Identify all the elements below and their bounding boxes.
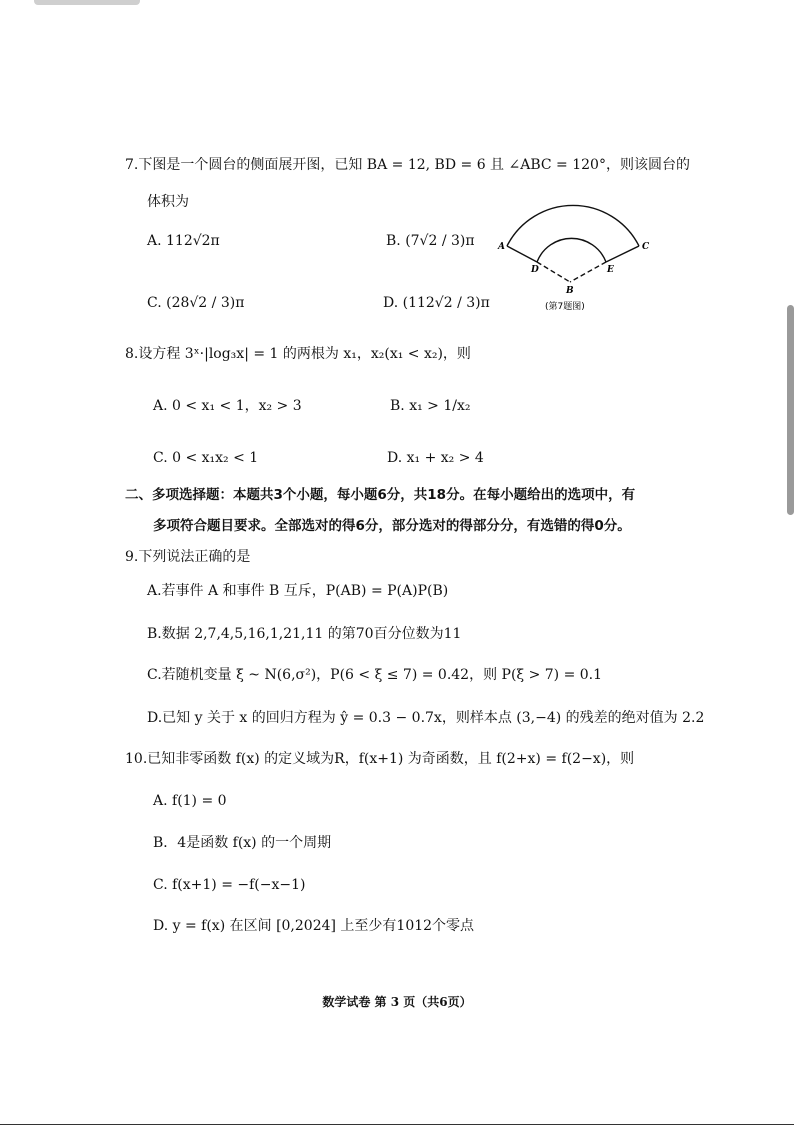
- label-e: E: [607, 265, 614, 275]
- q7-stem: 7.下图是一个圆台的侧面展开图，已知 BA = 12, BD = 6 且 ∠ABC = 120°，则该圆台的: [125, 157, 690, 173]
- q7-option-d: D. (112√2 / 3)π: [383, 295, 490, 311]
- segment-ce: [606, 246, 639, 262]
- q9-stem: 9.下列说法正确的是: [125, 549, 251, 565]
- window-tab-indicator: [34, 0, 140, 5]
- label-d: D: [531, 265, 539, 275]
- label-c: C: [642, 242, 650, 252]
- q7-option-b: B. (7√2 / 3)π: [386, 233, 475, 249]
- q9-option-a: A.若事件 A 和事件 B 互斥，P(AB) = P(A)P(B): [147, 583, 449, 599]
- q9-option-d: D.已知 y 关于 x 的回归方程为 ŷ = 0.3 − 0.7x，则样本点 (3,−4) 的残差的绝对值为 2.2: [147, 710, 705, 726]
- segment-db-dashed: [537, 262, 570, 282]
- q10-option-b: B．4是函数 f(x) 的一个周期: [153, 835, 332, 851]
- q10-option-a: A. f(1) = 0: [153, 793, 227, 809]
- q8-option-b: B. x₁ > 1/x₂: [390, 398, 471, 414]
- frustum-unfold-figure: [495, 198, 655, 316]
- page-footer: 数学试卷 第 3 页（共6页）: [322, 995, 472, 1009]
- figure-caption: (第7题图): [545, 302, 585, 312]
- q10-option-c: C. f(x+1) = −f(−x−1): [153, 877, 306, 893]
- q8-option-c: C. 0 < x₁x₂ < 1: [153, 450, 259, 466]
- q10-option-d: D. y = f(x) 在区间 [0,2024] 上至少有1012个零点: [153, 918, 475, 934]
- bottom-divider: [0, 1124, 794, 1125]
- outer-arc: [507, 205, 639, 246]
- q8-option-d: D. x₁ + x₂ > 4: [387, 450, 484, 466]
- q10-stem: 10.已知非零函数 f(x) 的定义域为R，f(x+1) 为奇函数，且 f(2+x) = f(2−x)，则: [125, 751, 635, 767]
- section2-heading-line2: 多项符合题目要求。全部选对的得6分，部分选对的得部分分，有选错的得0分。: [153, 518, 631, 534]
- q7-option-a: A. 112√2π: [147, 233, 220, 249]
- inner-arc: [537, 238, 606, 262]
- q7-option-c: C. (28√2 / 3)π: [147, 295, 245, 311]
- q8-stem: 8.设方程 3ˣ·|log₃x| = 1 的两根为 x₁，x₂(x₁ < x₂)，则: [125, 346, 471, 362]
- q7-stem-cont: 体积为: [147, 194, 189, 210]
- q8-option-a: A. 0 < x₁ < 1，x₂ > 3: [153, 398, 302, 414]
- segment-eb-dashed: [570, 262, 606, 282]
- q9-option-b: B.数据 2,7,4,5,16,1,21,11 的第70百分位数为11: [147, 626, 462, 642]
- q9-option-c: C.若随机变量 ξ ~ N(6,σ²)，P(6 < ξ ≤ 7) = 0.42，则 P(ξ > 7) = 0.1: [147, 667, 603, 683]
- segment-ad: [507, 246, 537, 262]
- section2-heading-line1: 二、多项选择题：本题共3个小题，每小题6分，共18分。在每小题给出的选项中，有: [125, 487, 636, 503]
- label-b: B: [566, 286, 574, 296]
- scrollbar[interactable]: [787, 305, 794, 515]
- label-a: A: [498, 242, 505, 252]
